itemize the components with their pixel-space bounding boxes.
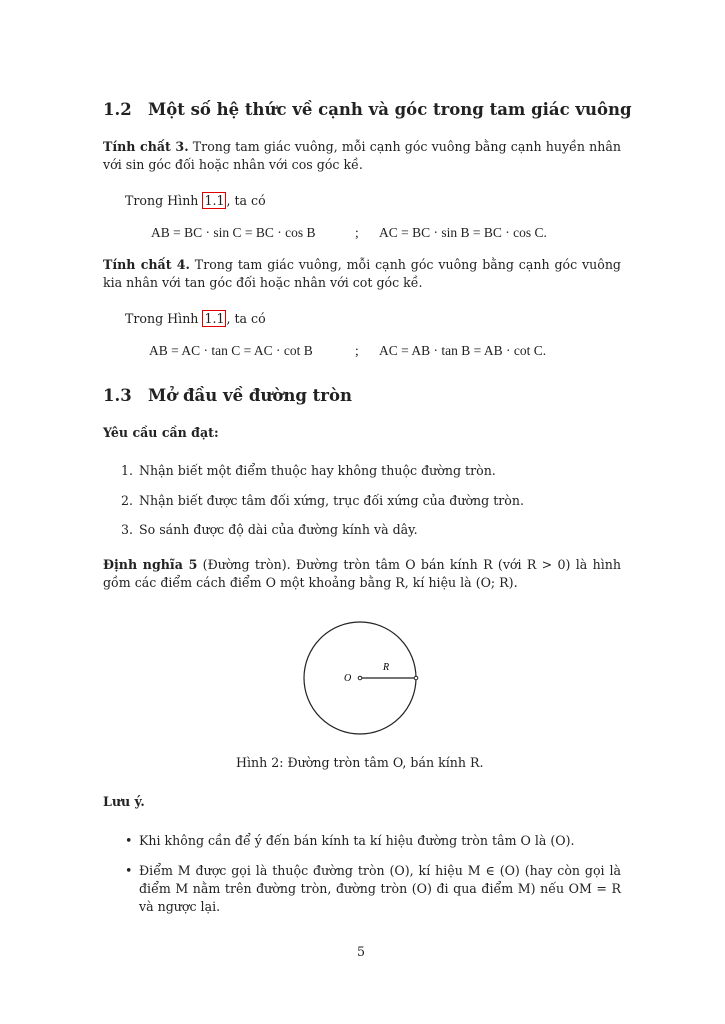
definition-name: (Đường tròn). — [202, 557, 291, 572]
list-text: So sánh được độ dài của đường kính và dây. — [139, 522, 418, 537]
center-point — [358, 676, 362, 680]
property-text: Trong tam giác vuông, mỗi cạnh góc vuông bằng cạnh góc vuông kia nhân với tan góc đối hoặc nhân với cot góc kề. — [103, 257, 621, 290]
formula-right: AC = AB · tan B = AB · cot C. — [379, 343, 547, 358]
circle-figure — [300, 618, 425, 743]
list-number: 3. — [121, 522, 134, 537]
property-4 — [103, 256, 621, 292]
property-label: Tính chất 3. — [103, 139, 189, 154]
bullet-text: Điểm M được gọi là thuộc đường tròn (O), kí hiệu M ∈ (O) (hay còn gọi là điểm M nằm trên đường tròn, đường tròn (O) đi qua điểm M) nếu OM = R và ngược lại. — [139, 863, 621, 914]
figure-link[interactable]: 1.1 — [204, 311, 225, 326]
bullet-icon: • — [125, 833, 133, 848]
note-heading: Lưu ý. — [103, 794, 145, 809]
center-label: O — [344, 673, 352, 684]
section-title: Một số hệ thức về cạnh và góc trong tam giác vuông — [148, 100, 632, 119]
intro-suffix: , ta có — [226, 311, 266, 326]
requirements-heading: Yêu cầu cần đạt: — [103, 425, 219, 440]
formula-left: AB = AC · tan C = AC · cot B — [149, 343, 313, 358]
figure-link[interactable]: 1.1 — [204, 193, 225, 208]
page-number: 5 — [357, 944, 366, 959]
formula-left: AB = BC · sin C = BC · cos B — [151, 225, 316, 240]
list-number: 2. — [121, 493, 134, 508]
list-item — [125, 832, 621, 850]
formula-separator: ; — [355, 225, 359, 240]
figure-reference-line — [125, 192, 266, 210]
radius-label: R — [383, 662, 390, 673]
list-item — [121, 462, 496, 480]
formula-right: AC = BC · sin B = BC · cos C. — [379, 225, 547, 240]
list-item — [121, 492, 524, 510]
bullet-icon: • — [125, 863, 133, 878]
property-text: Trong tam giác vuông, mỗi cạnh góc vuông bằng cạnh huyền nhân với sin góc đối hoặc nhân với cos góc kề. — [103, 139, 621, 172]
formula-separator: ; — [355, 343, 359, 358]
property-3 — [103, 138, 621, 174]
definition-text: Đường tròn tâm O bán kính R (với R > 0) là hình gồm các điểm cách điểm O một khoảng bằng R, kí hiệu là (O; R). — [103, 557, 622, 590]
bullet-text: Khi không cần để ý đến bán kính ta kí hiệu đường tròn tâm O là (O). — [139, 833, 575, 848]
radius-endpoint — [414, 676, 418, 680]
intro-prefix: Trong Hình — [125, 193, 199, 208]
section-title: Mở đầu về đường tròn — [148, 386, 352, 405]
definition-label: Định nghĩa 5 — [103, 557, 198, 572]
list-text: Nhận biết được tâm đối xứng, trục đối xứng của đường tròn. — [139, 493, 524, 508]
list-item — [125, 862, 621, 916]
list-number: 1. — [121, 463, 134, 478]
list-item — [121, 521, 418, 539]
property-label: Tính chất 4. — [103, 257, 190, 272]
intro-suffix: , ta có — [226, 193, 266, 208]
definition-5 — [103, 556, 621, 592]
figure-reference-line — [125, 310, 266, 328]
section-number: 1.2 — [103, 100, 132, 119]
section-number: 1.3 — [103, 386, 132, 405]
section-heading-1-2 — [103, 101, 632, 119]
figure-caption: Hình 2: Đường tròn tâm O, bán kính R. — [236, 755, 484, 770]
list-text: Nhận biết một điểm thuộc hay không thuộc đường tròn. — [139, 463, 496, 478]
section-heading-1-3 — [103, 387, 352, 405]
intro-prefix: Trong Hình — [125, 311, 199, 326]
